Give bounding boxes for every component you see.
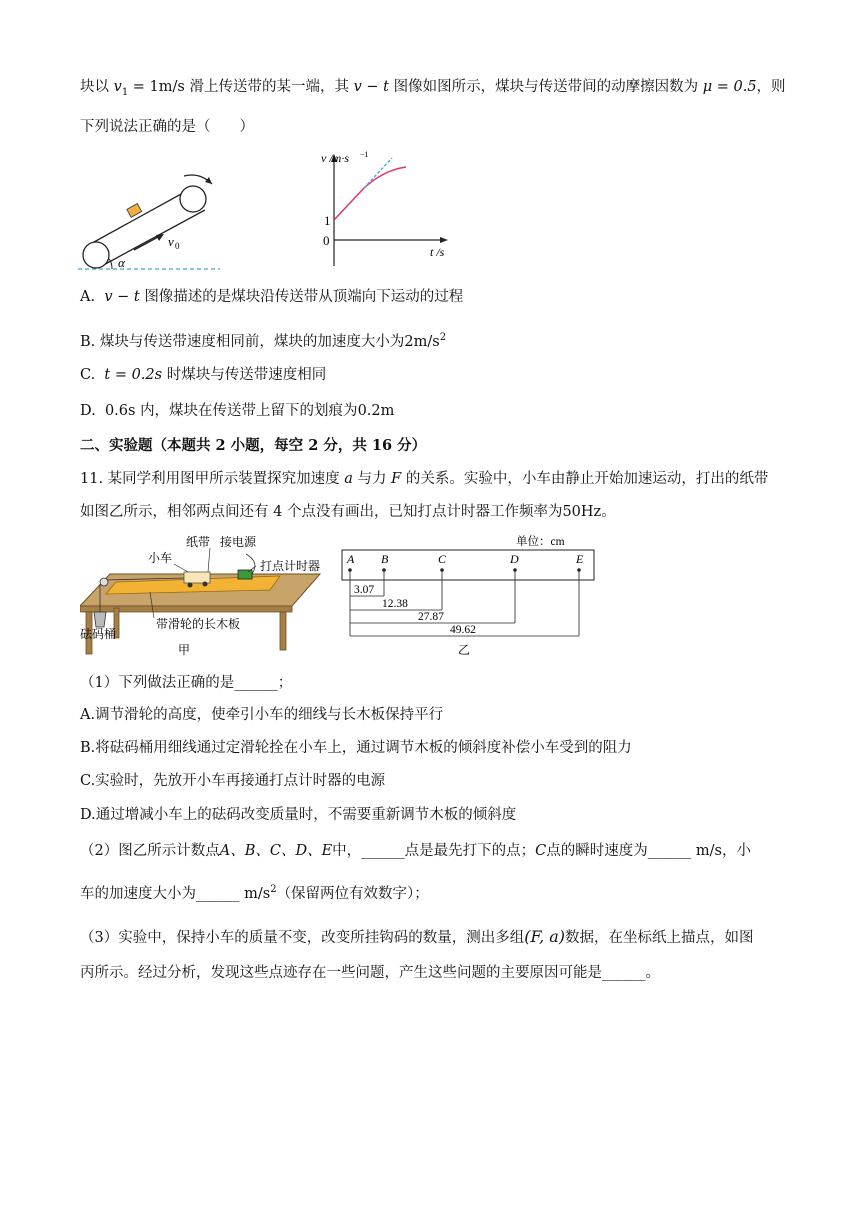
q10-option-c: C. t = 0.2s 时煤块与传送带速度相同 bbox=[80, 367, 327, 383]
tape-point-e: E bbox=[576, 552, 584, 566]
tick-0: 0 bbox=[323, 233, 330, 248]
x-axis-label: t /s bbox=[430, 245, 445, 259]
q10-option-d: D. 0.6s 内，煤块在传送带上留下的划痕为0.2m bbox=[80, 403, 395, 419]
label-cart: 小车 bbox=[148, 551, 173, 565]
section-title: 二、实验题（本题共 2 小题，每空 2 分，共 16 分） bbox=[80, 437, 427, 454]
q10-option-b: B. 煤块与传送带速度相同前，煤块的加速度大小为$2m/s^2$ bbox=[80, 332, 447, 350]
q11-option-d: D.通过增减小车上的砝码改变质量时，不需要重新调节木板的倾斜度 bbox=[80, 807, 517, 823]
q11-part3-line2: 丙所示。经过分析，发现这些点迹存在一些问题，产生这些问题的主要原因可能是______。 bbox=[80, 965, 660, 981]
q11-stem-line2: 如图乙所示，相邻两点间还有 4 个点没有画出，已知打点计时器工作频率为50Hz。 bbox=[80, 504, 616, 520]
dist-ae: 49.62 bbox=[450, 624, 476, 636]
v0-subscript: 0 bbox=[175, 241, 180, 251]
q11-stem-line1: 11. 某同学利用图甲所示装置探究加速度 a 与力 F 的关系。实验中，小车由静止开始加速运动，打出的纸带 bbox=[80, 471, 769, 487]
q11-part2-line1: （2）图乙所示计数点A、B、C、D、E中，______点是最先打下的点；C点的瞬时速度为______ m/s，小 bbox=[80, 843, 751, 859]
tape-point-b: B bbox=[381, 552, 389, 566]
y-axis-label: v /m·s bbox=[321, 151, 349, 165]
q11-part3-line1: （3）实验中，保持小车的质量不变，改变所挂钩码的数量，测出多组(F, a)数据，在坐标纸上描点，如图 bbox=[80, 927, 754, 946]
tick-1: 1 bbox=[324, 213, 331, 228]
label-board: 带滑轮的长木板 bbox=[156, 617, 241, 631]
tape-point-a: A bbox=[347, 552, 355, 566]
dist-ac: 12.38 bbox=[382, 598, 408, 610]
apparatus-figure bbox=[80, 532, 338, 662]
tape-point-d: D bbox=[510, 552, 519, 566]
q11-option-c: C.实验时，先放开小车再接通打点计时器的电源 bbox=[80, 773, 386, 789]
conveyor-belt-figure bbox=[78, 162, 228, 274]
tape-point-c: C bbox=[438, 552, 447, 566]
label-bucket: 砝码桶 bbox=[80, 627, 117, 641]
y-axis-label-sup: −1 bbox=[360, 150, 369, 159]
q10-option-a: A. v − t 图像描述的是煤块沿传送带从顶端向下运动的过程 bbox=[80, 289, 464, 305]
caption-yi: 乙 bbox=[458, 643, 471, 657]
q11-part1: （1）下列做法正确的是______； bbox=[80, 675, 293, 691]
dist-ab: 3.07 bbox=[354, 584, 375, 596]
v0-label: v bbox=[168, 234, 174, 249]
label-power: 接电源 bbox=[220, 535, 257, 549]
q11-option-a: A.调节滑轮的高度，使牵引小车的细线与长木板保持平行 bbox=[80, 707, 444, 723]
q10-stem-line1: 块以 $v_1 = 1m/s$ 滑上传送带的某一端，其 v − t 图像如图所示，煤块与传送带间的动摩擦因数为 μ = 0.5，则 bbox=[80, 79, 786, 98]
alpha-label: α bbox=[118, 255, 125, 270]
caption-jia: 甲 bbox=[178, 643, 191, 657]
label-tape: 纸带 bbox=[186, 535, 211, 549]
dist-ad: 27.87 bbox=[418, 611, 444, 623]
tape-unit: 单位：cm bbox=[516, 536, 565, 548]
q11-option-b: B.将砝码桶用细线通过定滑轮拴在小车上，通过调节木板的倾斜度补偿小车受到的阻力 bbox=[80, 740, 632, 756]
q11-part2-line2: 车的加速度大小为______ $m/s^2$（保留两位有效数字）； bbox=[80, 884, 429, 902]
label-timer: 打点计时器 bbox=[260, 559, 321, 573]
tape-figure bbox=[338, 530, 600, 660]
vt-graph-figure bbox=[318, 148, 453, 274]
q10-stem-line2: 下列说法正确的是（ ） bbox=[80, 119, 254, 135]
